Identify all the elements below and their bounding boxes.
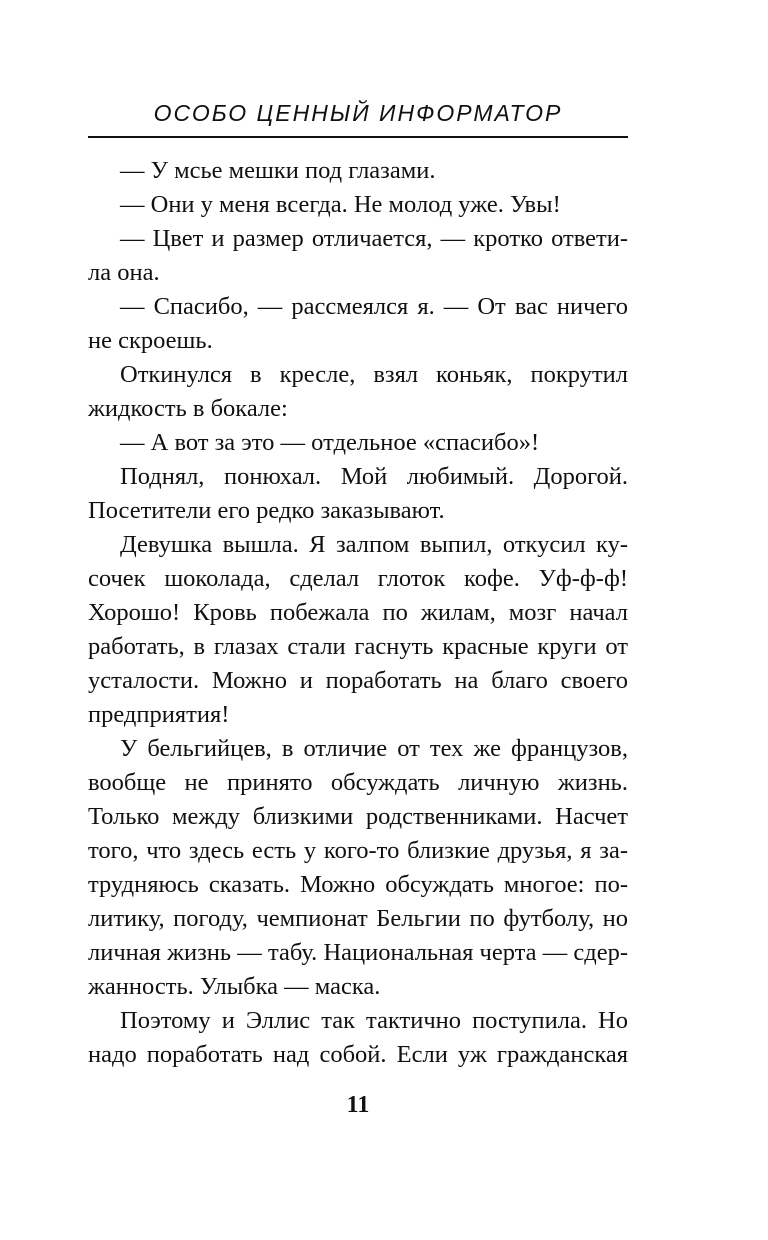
text-line: сочек шоколада, сделал глоток кофе. Уф-ф-ф! [88, 565, 628, 592]
text-line: трудняюсь сказать. Можно обсуждать многое: по- [88, 871, 628, 898]
body-text [88, 154, 628, 1072]
text-line: вообще не принято обсуждать личную жизнь. [88, 769, 628, 796]
text-line: Откинулся в кресле, взял коньяк, покрутил [120, 361, 628, 388]
text-line: литику, погоду, чемпионат Бельгии по футболу, но [88, 905, 628, 932]
text-line: У бельгийцев, в отличие от тех же французов, [120, 735, 628, 762]
text-line: — Спасибо, — рассмеялся я. — От вас ничего [120, 293, 628, 320]
text-line: не скроешь. [88, 327, 213, 354]
text-line: Поэтому и Эллис так тактично поступила. Но [120, 1007, 628, 1034]
text-line: Девушка вышла. Я залпом выпил, откусил ку- [120, 531, 628, 558]
text-line: усталости. Можно и поработать на благо своего [88, 667, 628, 694]
text-line: — Цвет и размер отличается, — кротко ответи- [120, 225, 628, 252]
text-line: Поднял, понюхал. Мой любимый. Дорогой. [120, 463, 628, 490]
text-line: жанность. Улыбка — маска. [88, 973, 381, 1000]
text-line: Хорошо! Кровь побежала по жилам, мозг начал [88, 599, 628, 626]
text-line: жидкость в бокале: [88, 395, 288, 422]
page-number: 11 [346, 1092, 370, 1118]
header-rule [88, 136, 628, 138]
text-line: Посетители его редко заказывают. [88, 497, 445, 524]
text-line: надо поработать над собой. Если уж гражданская [88, 1041, 628, 1068]
text-line: личная жизнь — табу. Национальная черта — сдер- [88, 939, 628, 966]
text-line: предприятия! [88, 701, 230, 728]
text-line: — Они у меня всегда. Не молод уже. Увы! [120, 191, 561, 218]
running-header: ОСОБО ЦЕННЫЙ ИНФОРМАТОР [153, 100, 563, 126]
text-line: — У мсье мешки под глазами. [120, 157, 436, 184]
text-line: работать, в глазах стали гаснуть красные круги от [88, 633, 628, 660]
text-line: Только между близкими родственниками. Насчет [88, 803, 628, 830]
text-line: ла она. [88, 259, 160, 286]
text-line: того, что здесь есть у кого-то близкие друзья, я за- [88, 837, 628, 864]
text-line: — А вот за это — отдельное «спасибо»! [120, 429, 540, 456]
